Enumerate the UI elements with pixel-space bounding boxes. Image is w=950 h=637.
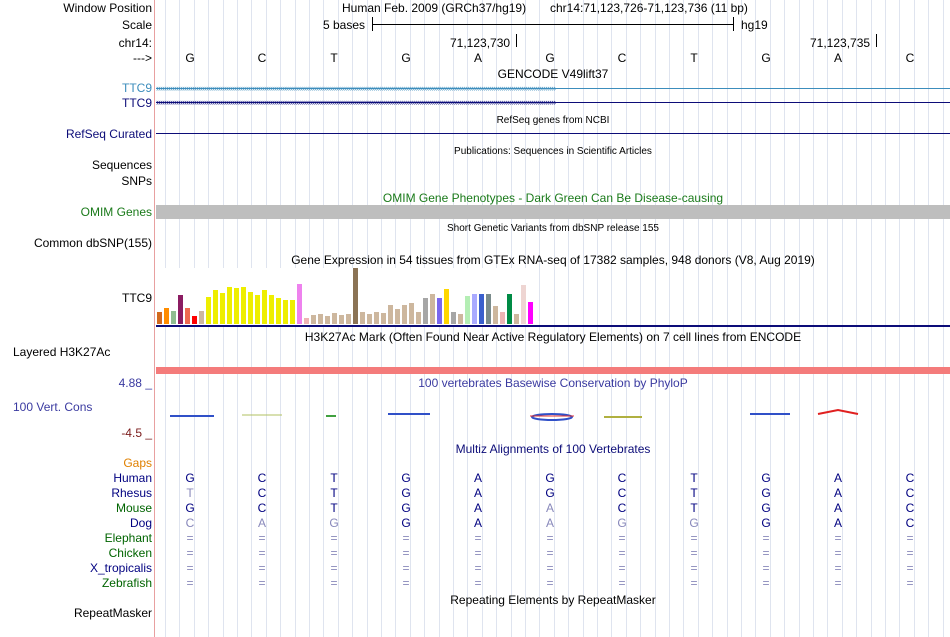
cons-title[interactable]: 100 vertebrates Basewise Conservation by PhyloP: [418, 376, 688, 390]
aligned-base: =: [258, 546, 266, 560]
gtex-tissue-bar[interactable]: [500, 312, 505, 324]
aligned-base: =: [906, 576, 914, 590]
aligned-base: =: [834, 561, 842, 575]
aligned-base: T: [690, 486, 698, 500]
gtex-gene-line[interactable]: [156, 325, 950, 327]
h3k27-label[interactable]: Layered H3K27Ac: [13, 345, 111, 359]
aligned-base: A: [473, 471, 482, 485]
aligned-base: C: [257, 501, 267, 515]
gtex-tissue-bar[interactable]: [437, 298, 442, 324]
aligned-base: G: [761, 471, 771, 485]
aligned-base: T: [330, 471, 338, 485]
scale-right-tick: [733, 17, 734, 31]
cons-wiggle[interactable]: [156, 405, 950, 425]
gtex-tissue-bar[interactable]: [388, 305, 393, 324]
aligned-base: A: [833, 486, 842, 500]
aligned-base: G: [185, 501, 195, 515]
grid-line: [943, 0, 944, 637]
sequences-label[interactable]: Sequences: [91, 158, 152, 172]
gtex-tissue-bar[interactable]: [220, 293, 225, 324]
assembly-label[interactable]: Human Feb. 2009 (GRCh37/hg19): [342, 1, 527, 15]
omim-title[interactable]: OMIM Gene Phenotypes - Dark Green Can Be Disease-causing: [382, 191, 724, 205]
grid-line: [885, 0, 886, 637]
aligned-base: =: [474, 546, 482, 560]
aligned-base: =: [186, 546, 194, 560]
dbsnp-label[interactable]: Common dbSNP(155): [33, 236, 152, 250]
gtex-tissue-bar[interactable]: [507, 294, 512, 324]
grid-line: [856, 0, 857, 637]
aligned-base: =: [258, 576, 266, 590]
aligned-base: G: [545, 471, 555, 485]
aligned-base: G: [185, 471, 195, 485]
gtex-tissue-bar[interactable]: [409, 303, 414, 324]
grid-line: [871, 0, 872, 637]
gtex-tissue-bar[interactable]: [346, 314, 351, 324]
aligned-base: =: [618, 531, 626, 545]
aligned-base: G: [689, 516, 699, 530]
gtex-tissue-bar[interactable]: [493, 306, 498, 324]
aligned-base: G: [761, 501, 771, 515]
aligned-base: =: [186, 561, 194, 575]
gtex-tissue-bar[interactable]: [353, 268, 358, 324]
refseq-gene-line[interactable]: [156, 133, 950, 134]
aligned-base: =: [762, 546, 770, 560]
aligned-base: A: [545, 516, 554, 530]
reference-base: G: [545, 51, 555, 65]
gtex-tissue-bar[interactable]: [178, 295, 183, 324]
aligned-base: =: [546, 576, 554, 590]
gtex-tissue-bar[interactable]: [479, 294, 484, 324]
aligned-base: =: [330, 546, 338, 560]
aligned-base: T: [690, 501, 698, 515]
gtex-tissue-bar[interactable]: [297, 284, 302, 324]
scale-label: Scale: [121, 18, 152, 32]
aligned-base: A: [473, 516, 482, 530]
h3k27-signal[interactable]: [156, 367, 950, 374]
gtex-tissue-bar[interactable]: [402, 305, 407, 324]
aligned-base: G: [545, 486, 555, 500]
reference-base: G: [761, 51, 771, 65]
aligned-base: =: [546, 546, 554, 560]
gencode-row-2-gene[interactable]: ››››››››››››››››››››››››››››››››››››››››››››››››››››››››››››››››››››››››››››››››››››››››››››››››››››››››››››››››››››››››››››››››››››››››››››››››››››››››››››››››››››››››››››››››››››››››››››››››››››››››: [156, 98, 950, 107]
coord-label-1: 71,123,730: [450, 36, 511, 50]
aligned-base: G: [617, 516, 627, 530]
gtex-tissue-bar[interactable]: [472, 294, 477, 324]
gtex-title[interactable]: Gene Expression in 54 tissues from GTEx RNA-seq of 17382 samples, 948 donors (V8, Aug 2019): [291, 253, 815, 267]
aligned-base: =: [618, 576, 626, 590]
cons-top-value: 4.88 _: [118, 376, 152, 390]
gtex-tissue-bar[interactable]: [304, 318, 309, 324]
aligned-base: A: [473, 501, 482, 515]
gencode-title[interactable]: GENCODE V49lift37: [497, 67, 609, 81]
aligned-base: =: [402, 561, 410, 575]
grid-line: [583, 0, 584, 637]
omim-label[interactable]: OMIM Genes: [80, 205, 152, 219]
reference-base: A: [473, 51, 482, 65]
repeat-label[interactable]: RepeatMasker: [73, 606, 152, 620]
gtex-tissue-bar[interactable]: [360, 312, 365, 324]
aligned-base: A: [545, 501, 554, 515]
gtex-tissue-bar[interactable]: [283, 300, 288, 324]
gtex-tissue-bar[interactable]: [185, 308, 190, 324]
aligned-base: G: [401, 471, 411, 485]
gtex-tissue-bar[interactable]: [262, 290, 267, 324]
reference-base: G: [401, 51, 411, 65]
gtex-tissue-bar[interactable]: [430, 294, 435, 324]
gtex-tissue-bar[interactable]: [192, 316, 197, 324]
gencode-row-1-gene[interactable]: ››››››››››››››››››››››››››››››››››››››››››››››››››››››››››››››››››››››››››››››››››››››››››››››››››››››››››››››››››››››››››››››››››››››››››››››››››››››››››››››››››››››››››››››››››››››››››››››››››››››››: [156, 83, 950, 93]
aligned-base: =: [762, 561, 770, 575]
gtex-tissue-bar[interactable]: [290, 300, 295, 324]
gtex-tissue-bar[interactable]: [164, 308, 169, 324]
species-label[interactable]: Dog: [129, 516, 152, 530]
gtex-tissue-bar[interactable]: [255, 295, 260, 324]
coord-label-2: 71,123,735: [810, 36, 871, 50]
gtex-tissue-bar[interactable]: [234, 288, 239, 324]
aligned-base: C: [905, 486, 915, 500]
aligned-base: =: [834, 576, 842, 590]
gtex-tissue-bar[interactable]: [318, 314, 323, 324]
publications-title[interactable]: Publications: Sequences in Scientific Articles: [454, 146, 652, 157]
species-label[interactable]: X_tropicalis: [89, 561, 152, 575]
cons-label[interactable]: 100 Vert. Cons: [13, 400, 93, 414]
grid-line: [669, 0, 670, 637]
aligned-base: T: [330, 501, 338, 515]
track-divider: [154, 0, 155, 637]
gtex-tissue-bar[interactable]: [171, 311, 176, 324]
cons-bottom-value: -4.5 _: [121, 426, 152, 440]
window-position-label: Window Position: [63, 1, 152, 15]
aligned-base: T: [330, 486, 338, 500]
aligned-base: =: [762, 531, 770, 545]
gtex-tissue-bar[interactable]: [311, 315, 316, 324]
gtex-tissue-bar[interactable]: [339, 315, 344, 324]
aligned-base: =: [330, 561, 338, 575]
species-label[interactable]: Mouse: [115, 501, 152, 515]
grid-line: [568, 0, 569, 637]
aligned-base: A: [257, 516, 266, 530]
aligned-base: C: [185, 516, 195, 530]
aligned-base: G: [761, 486, 771, 500]
aligned-base: A: [473, 486, 482, 500]
aligned-base: A: [833, 501, 842, 515]
species-label[interactable]: Chicken: [108, 546, 152, 560]
aligned-base: =: [330, 531, 338, 545]
aligned-base: =: [906, 561, 914, 575]
position-label[interactable]: chr14:71,123,726-71,123,736 (11 bp): [550, 1, 748, 15]
gtex-tissue-bar[interactable]: [269, 295, 274, 324]
grid-line: [655, 0, 656, 637]
aligned-base: =: [258, 531, 266, 545]
chrom-label: chr14:: [118, 36, 152, 50]
repeat-title[interactable]: Repeating Elements by RepeatMasker: [450, 593, 656, 607]
gtex-tissue-bar[interactable]: [241, 287, 246, 324]
gtex-tissue-bar[interactable]: [458, 314, 463, 324]
reference-base: T: [330, 51, 338, 65]
reference-base: C: [617, 51, 627, 65]
gtex-tissue-bar[interactable]: [486, 294, 491, 324]
species-label[interactable]: Zebrafish: [101, 576, 152, 590]
gtex-tissue-bar[interactable]: [374, 312, 379, 324]
gtex-tissue-bar[interactable]: [514, 314, 519, 324]
gtex-tissue-bar[interactable]: [465, 296, 470, 324]
aligned-base: C: [617, 471, 627, 485]
grid-line: [784, 0, 785, 637]
reference-base: A: [833, 51, 842, 65]
aligned-base: =: [690, 546, 698, 560]
grid-line: [741, 0, 742, 637]
grid-line: [712, 0, 713, 637]
species-label[interactable]: Elephant: [104, 531, 152, 545]
reference-base: C: [905, 51, 915, 65]
aligned-base: =: [546, 531, 554, 545]
grid-line: [640, 0, 641, 637]
gtex-tissue-bar[interactable]: [367, 314, 372, 324]
aligned-base: G: [329, 516, 339, 530]
strand-label: --->: [133, 51, 152, 65]
gtex-tissue-bar[interactable]: [521, 285, 526, 324]
gtex-tissue-bar[interactable]: [157, 312, 162, 324]
gtex-tissue-bar[interactable]: [248, 292, 253, 324]
aligned-base: G: [401, 501, 411, 515]
species-label[interactable]: Rhesus: [111, 486, 152, 500]
grid-line: [597, 0, 598, 637]
aligned-base: =: [402, 576, 410, 590]
aligned-base: =: [186, 531, 194, 545]
scale-db-label: hg19: [741, 18, 768, 32]
gtex-tissue-bar[interactable]: [206, 297, 211, 324]
aligned-base: =: [474, 561, 482, 575]
aligned-base: C: [617, 486, 627, 500]
aligned-base: G: [401, 486, 411, 500]
aligned-base: =: [906, 546, 914, 560]
gtex-tissue-bar[interactable]: [276, 298, 281, 324]
gtex-label[interactable]: TTC9: [122, 291, 152, 305]
gtex-tissue-bar[interactable]: [381, 313, 386, 324]
species-label[interactable]: Gaps: [123, 456, 152, 470]
aligned-base: =: [906, 531, 914, 545]
aligned-base: =: [690, 576, 698, 590]
aligned-base: G: [761, 516, 771, 530]
gtex-tissue-bar[interactable]: [199, 311, 204, 324]
grid-line: [928, 0, 929, 637]
aligned-base: =: [258, 561, 266, 575]
scale-bar: [372, 24, 734, 25]
aligned-base: =: [834, 546, 842, 560]
gtex-tissue-bar[interactable]: [416, 312, 421, 324]
aligned-base: =: [762, 576, 770, 590]
aligned-base: =: [402, 546, 410, 560]
aligned-base: =: [546, 561, 554, 575]
aligned-base: =: [690, 561, 698, 575]
aligned-base: =: [474, 531, 482, 545]
multiz-title[interactable]: Multiz Alignments of 100 Vertebrates: [455, 442, 651, 456]
gtex-tissue-bar[interactable]: [227, 287, 232, 324]
aligned-base: C: [257, 471, 267, 485]
refseq-label[interactable]: RefSeq Curated: [65, 127, 152, 141]
aligned-base: =: [474, 576, 482, 590]
aligned-base: C: [617, 501, 627, 515]
gtex-tissue-bar[interactable]: [444, 289, 449, 324]
aligned-base: C: [905, 471, 915, 485]
aligned-base: C: [257, 486, 267, 500]
species-label[interactable]: Human: [113, 471, 152, 485]
aligned-base: =: [330, 576, 338, 590]
h3k27-title[interactable]: H3K27Ac Mark (Often Found Near Active Regulatory Elements) on 7 cell lines from ENCODE: [304, 330, 802, 344]
aligned-base: =: [618, 546, 626, 560]
coord-tick-2: [876, 34, 877, 47]
aligned-base: =: [690, 531, 698, 545]
gtex-tissue-bar[interactable]: [213, 290, 218, 324]
aligned-base: =: [402, 531, 410, 545]
dbsnp-title[interactable]: Short Genetic Variants from dbSNP release 155: [447, 223, 659, 234]
grid-line: [799, 0, 800, 637]
coord-tick-1: [516, 34, 517, 47]
gencode-row-2-label[interactable]: TTC9: [122, 96, 152, 110]
snps-label[interactable]: SNPs: [121, 174, 152, 188]
aligned-base: =: [834, 531, 842, 545]
aligned-base: T: [186, 486, 194, 500]
gtex-tissue-bar[interactable]: [528, 302, 533, 324]
refseq-title[interactable]: RefSeq genes from NCBI: [496, 115, 610, 126]
aligned-base: C: [905, 501, 915, 515]
gencode-row-1-label[interactable]: TTC9: [122, 81, 152, 95]
aligned-base: =: [618, 561, 626, 575]
aligned-base: A: [833, 516, 842, 530]
aligned-base: T: [690, 471, 698, 485]
aligned-base: =: [186, 576, 194, 590]
gtex-tissue-bar[interactable]: [332, 313, 337, 324]
aligned-base: C: [905, 516, 915, 530]
omim-gene-bar[interactable]: [156, 205, 950, 219]
reference-base: T: [690, 51, 698, 65]
scale-bases-label: 5 bases: [323, 18, 366, 32]
gtex-tissue-bar[interactable]: [451, 312, 456, 324]
grid-line: [727, 0, 728, 637]
reference-base: G: [185, 51, 195, 65]
grid-line: [813, 0, 814, 637]
reference-base: C: [257, 51, 267, 65]
gtex-tissue-bar[interactable]: [395, 309, 400, 324]
aligned-base: A: [833, 471, 842, 485]
gtex-tissue-bar[interactable]: [325, 316, 330, 324]
aligned-base: G: [401, 516, 411, 530]
gtex-tissue-bar[interactable]: [423, 298, 428, 324]
